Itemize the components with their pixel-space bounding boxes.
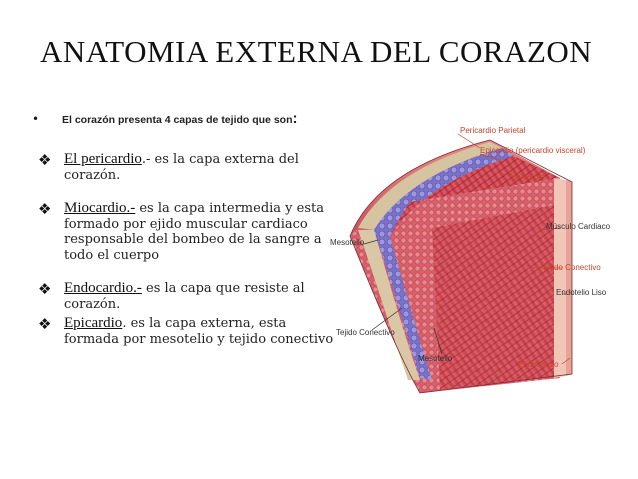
diamond-bullet-icon: ❖: [38, 315, 52, 333]
label-endotelio-liso: Endotelio Liso: [556, 288, 607, 297]
layer-list: [38, 152, 338, 347]
bullet-dot: •: [32, 112, 40, 126]
intro-text: El corazón presenta 4 capas de tejido que son:: [62, 110, 298, 127]
term-pericardio: El pericardio: [64, 151, 142, 167]
diamond-bullet-icon: ❖: [38, 151, 52, 169]
label-miocardio: Miocardio: [510, 172, 545, 181]
label-pericardio-parietal: Pericardio Parietal: [460, 126, 526, 135]
list-item-endocardio: ❖ Endocardio.- es la capa que resiste al corazón.: [38, 280, 305, 312]
page-title: ANATOMIA EXTERNA DEL CORAZON: [40, 34, 593, 69]
label-mesotelio-left: Mesotelio: [330, 238, 365, 247]
label-epicardio: Epicardio (pericardio visceral): [480, 146, 586, 155]
diamond-bullet-icon: ❖: [38, 280, 52, 298]
label-endocardio: Endocardio: [518, 360, 559, 369]
term-epicardio: Epicardio: [64, 315, 123, 331]
term-miocardio: Miocardio.-: [64, 200, 136, 216]
list-item-miocardio: ❖ Miocardio.- es la capa intermedia y esta formado por ejido muscular cardiaco responsable del bombeo de la sangre a todo el cuerpo: [38, 200, 325, 263]
term-endocardio: Endocardio.-: [64, 280, 142, 296]
list-item-pericardio: ❖ El pericardio.- es la capa externa del corazón.: [38, 151, 299, 183]
label-tejido-conectivo-right: Tejido Conectivo: [542, 263, 601, 272]
diamond-bullet-icon: ❖: [38, 200, 52, 218]
heart-wall-diagram: [330, 118, 630, 398]
label-tejido-conectivo-left: Tejido Conectivo: [336, 328, 395, 337]
list-item-epicardio: ❖ Epicardio. es la capa externa, esta formada por mesotelio y tejido conectivo: [38, 315, 334, 347]
label-mesotelio-bottom: Mesotelio: [418, 354, 453, 363]
heart-wall-illustration: [330, 118, 630, 398]
intro-bullet: [32, 110, 322, 129]
label-musculo-cardiaco: Músculo Cardiaco: [546, 222, 611, 231]
